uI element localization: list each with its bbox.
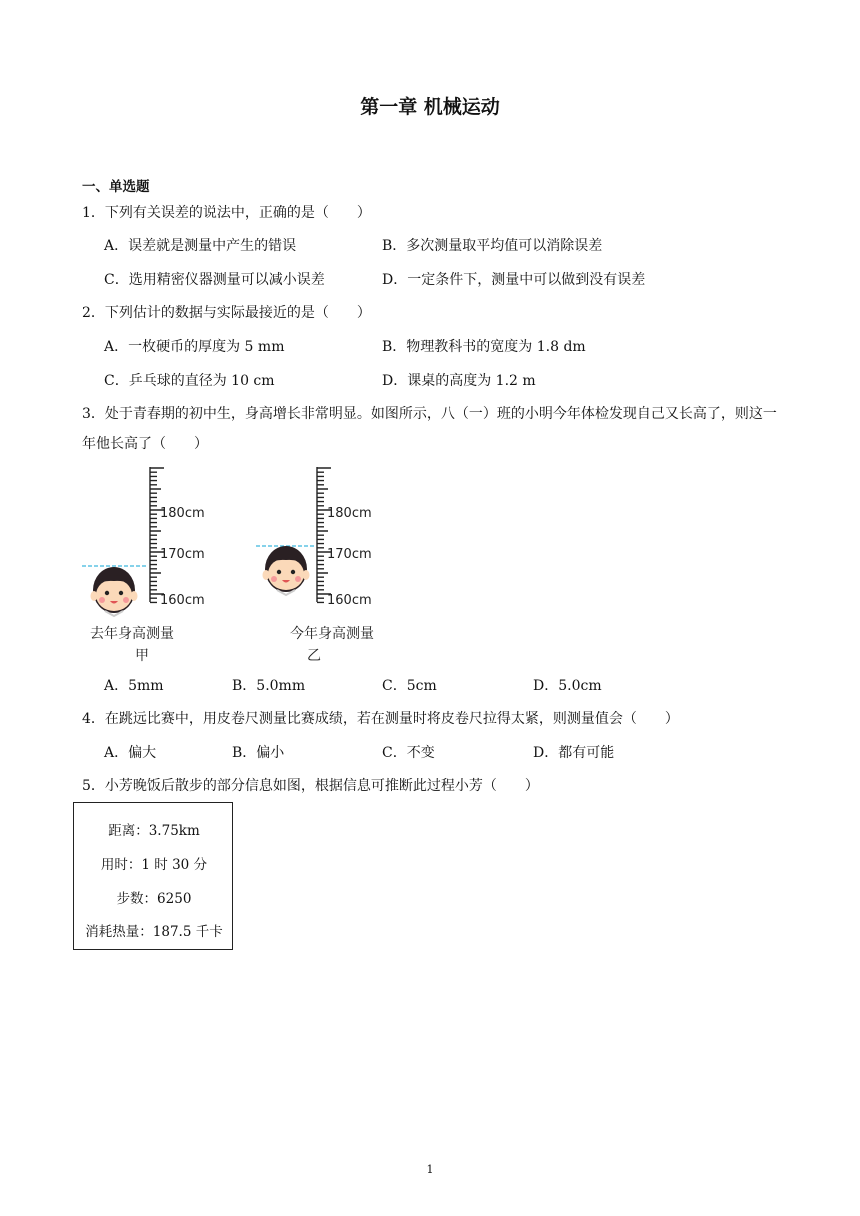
info-steps: 步数：6250	[116, 891, 192, 907]
left-figure-label: 甲	[135, 648, 149, 664]
info-time: 用时：1 时 30 分	[100, 857, 208, 873]
question-1-stem: 1．下列有关误差的说法中，正确的是（ ）	[82, 205, 371, 221]
question-1-option-b: B．多次测量取平均值可以消除误差	[382, 238, 603, 254]
right-figure-label: 乙	[307, 648, 321, 664]
question-2-option-d: D．课桌的高度为 1.2 m	[382, 373, 536, 389]
question-3-option-b: B．5.0mm	[232, 678, 306, 694]
question-4-option-a: A．偏大	[104, 745, 157, 761]
question-5-stem: 5．小芳晚饭后散步的部分信息如图，根据信息可推断此过程小芳（ ）	[82, 778, 539, 794]
question-2-option-c: C．乒乓球的直径为 10 cm	[104, 373, 275, 389]
left-figure-caption: 去年身高测量	[90, 626, 174, 642]
ruler-right	[317, 467, 331, 602]
scale-label-left-180: 180cm	[160, 506, 205, 521]
question-4-option-c: C．不变	[382, 745, 435, 761]
question-3-option-a: A．5mm	[104, 678, 164, 694]
boy-left-icon	[91, 567, 138, 616]
scale-label-right-180: 180cm	[327, 506, 372, 521]
question-4-stem: 4．在跳远比赛中，用皮卷尺测量比赛成绩，若在测量时将皮卷尺拉得太紧，则测量值会（ ）	[82, 711, 679, 727]
ruler-left	[150, 467, 164, 602]
question-3-stem: 3．处于青春期的初中生，身高增长非常明显。如图所示，八（一）班的小明今年体检发现自己又长高了，则这一年他长高了（ ）	[82, 406, 777, 452]
scale-label-left-170: 170cm	[160, 547, 205, 562]
scale-label-right-160: 160cm	[327, 593, 372, 608]
question-2-option-b: B．物理教科书的宽度为 1.8 dm	[382, 339, 586, 355]
scale-label-right-170: 170cm	[327, 547, 372, 562]
question-1-option-a: A．误差就是测量中产生的错误	[104, 238, 297, 254]
section-heading: 一、单选题	[82, 179, 150, 195]
page-number: 1	[426, 1163, 434, 1176]
question-2-stem: 2．下列估计的数据与实际最接近的是（ ）	[82, 305, 371, 321]
right-figure-caption: 今年身高测量	[290, 626, 374, 642]
height-measurement-figure	[78, 462, 398, 672]
scale-label-left-160: 160cm	[160, 593, 205, 608]
question-3-option-d: D．5.0cm	[533, 678, 602, 694]
question-1-option-d: D．一定条件下，测量中可以做到没有误差	[382, 272, 646, 288]
info-calories: 消耗热量：187.5 千卡	[85, 924, 223, 940]
question-1-option-c: C．选用精密仪器测量可以减小误差	[104, 272, 325, 288]
question-4-option-d: D．都有可能	[533, 745, 615, 761]
page-title: 第一章 机械运动	[360, 96, 500, 118]
question-3-option-c: C．5cm	[382, 678, 437, 694]
boy-right-icon	[263, 546, 310, 595]
question-2-option-a: A．一枚硬币的厚度为 5 mm	[104, 339, 285, 355]
walk-info-box	[73, 802, 233, 950]
info-distance: 距离：3.75km	[108, 823, 200, 839]
question-4-option-b: B．偏小	[232, 745, 285, 761]
